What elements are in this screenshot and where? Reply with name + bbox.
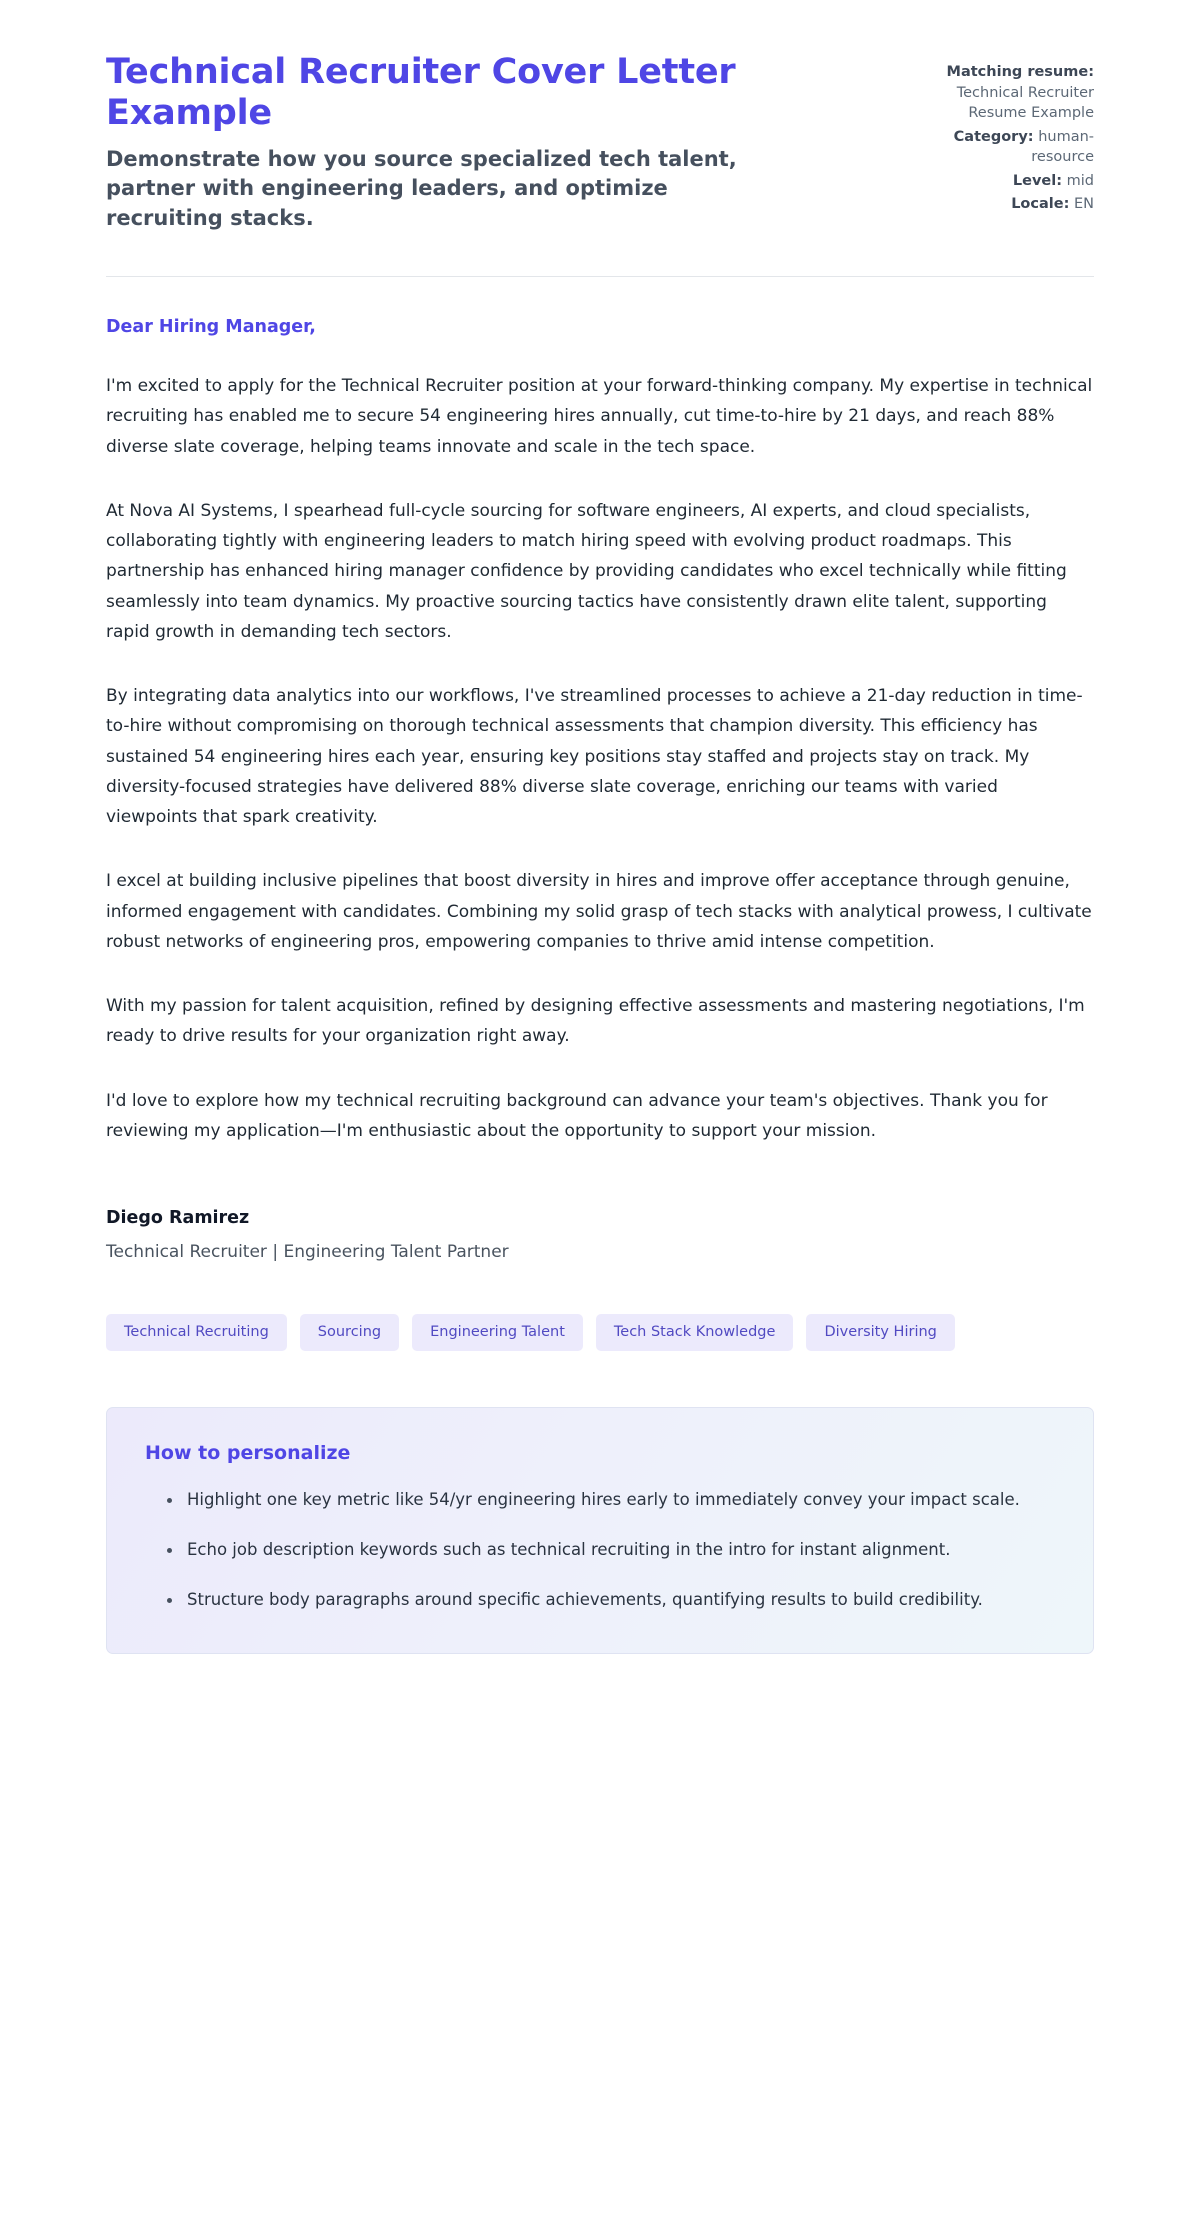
tips-list <box>145 1486 1055 1615</box>
meta-locale-value: EN <box>1073 196 1094 213</box>
letter-paragraph: I'm excited to apply for the Technical Recruiter position at your forward-thinking company. My expertise in technical recruiting has enabled me to secure 54 engineering hires annually, cut time-to-hire by 21 days, and reach 88% diverse slate coverage, helping teams innovate and scale in the tech space. <box>106 376 1093 457</box>
letter-body <box>106 277 1094 1262</box>
tips-list-item: Echo job description keywords such as technical recruiting in the intro for instant alignment. <box>167 1536 1055 1564</box>
meta-matching-resume-label: Matching resume: <box>946 64 1094 80</box>
letter-paragraph: At Nova AI Systems, I spearhead full-cycle sourcing for software engineers, AI experts, and cloud specialists, collaborating tightly with engineering leaders to match hiring speed with evolving product roadmaps. This partnership has enhanced hiring manager confidence by providing candidates who excel technically while fitting seamlessly into team dynamics. My proactive sourcing tactics have consistently drawn elite talent, supporting rapid growth in demanding tech sectors. <box>106 500 1067 642</box>
skill-tag[interactable]: Tech Stack Knowledge <box>596 1314 794 1351</box>
skill-tag-list <box>106 1314 1094 1351</box>
document-metadata <box>914 52 1094 218</box>
meta-matching-resume-value: Technical Recruiter Resume Example <box>956 84 1094 122</box>
meta-category-label: Category: <box>953 128 1034 145</box>
letter-salutation: Dear Hiring Manager, <box>106 317 316 338</box>
signature-role: Technical Recruiter | Engineering Talent Partner <box>106 1242 509 1263</box>
signature-block <box>106 1208 1094 1262</box>
skill-tag[interactable]: Technical Recruiting <box>106 1314 287 1351</box>
letter-paragraph: By integrating data analytics into our workflows, I've streamlined processes to achieve a 21-day reduction in time-to-hire without compromising on thorough technical assessments that champion diversity. This efficiency has sustained 54 engineering hires each year, ensuring key positions stay staffed and projects stay on track. My diversity-focused strategies have delivered 88% diverse slate coverage, enriching our teams with varied viewpoints that spark creativity. <box>106 686 1083 828</box>
meta-locale <box>914 194 1094 215</box>
page-title: Technical Recruiter Cover Letter Example <box>106 52 736 134</box>
meta-level-value: mid <box>1066 172 1094 189</box>
meta-locale-label: Locale: <box>1011 196 1070 213</box>
skill-tag[interactable]: Engineering Talent <box>412 1314 583 1351</box>
skill-tag[interactable]: Diversity Hiring <box>806 1314 954 1351</box>
page-header <box>106 0 1094 234</box>
skill-tag[interactable]: Sourcing <box>300 1314 399 1351</box>
page-subtitle: Demonstrate how you source specialized tech talent, partner with engineering leaders, and optimize recruiting stacks. <box>106 146 737 231</box>
letter-paragraph: I excel at building inclusive pipelines that boost diversity in hires and improve offer acceptance through genuine, informed engagement with candidates. Combining my solid grasp of tech stacks with analytical prowess, I cultivate robust networks of engineering pros, empowering companies to thrive amid intense competition. <box>106 871 1092 952</box>
letter-paragraph: With my passion for talent acquisition, refined by designing effective assessments and mastering negotiations, I'm ready to drive results for your organization right away. <box>106 996 1085 1047</box>
signature-name: Diego Ramirez <box>106 1208 250 1229</box>
meta-level-label: Level: <box>1012 172 1063 189</box>
tips-list-item: Structure body paragraphs around specific achievements, quantifying results to build credibility. <box>167 1586 1055 1614</box>
meta-matching-resume <box>914 62 1094 124</box>
tips-title: How to personalize <box>145 1441 351 1464</box>
meta-category-value: human-resource <box>1031 128 1094 166</box>
how-to-personalize-panel <box>106 1407 1094 1654</box>
letter-paragraph: I'd love to explore how my technical recruiting background can advance your team's objectives. Thank you for reviewing my application—I'm enthusiastic about the opportunity to support your mission. <box>106 1090 1048 1141</box>
tips-list-item: Highlight one key metric like 54/yr engineering hires early to immediately convey your impact scale. <box>167 1486 1055 1514</box>
meta-category <box>914 127 1094 168</box>
header-title-block <box>106 52 786 234</box>
meta-level <box>914 171 1094 192</box>
